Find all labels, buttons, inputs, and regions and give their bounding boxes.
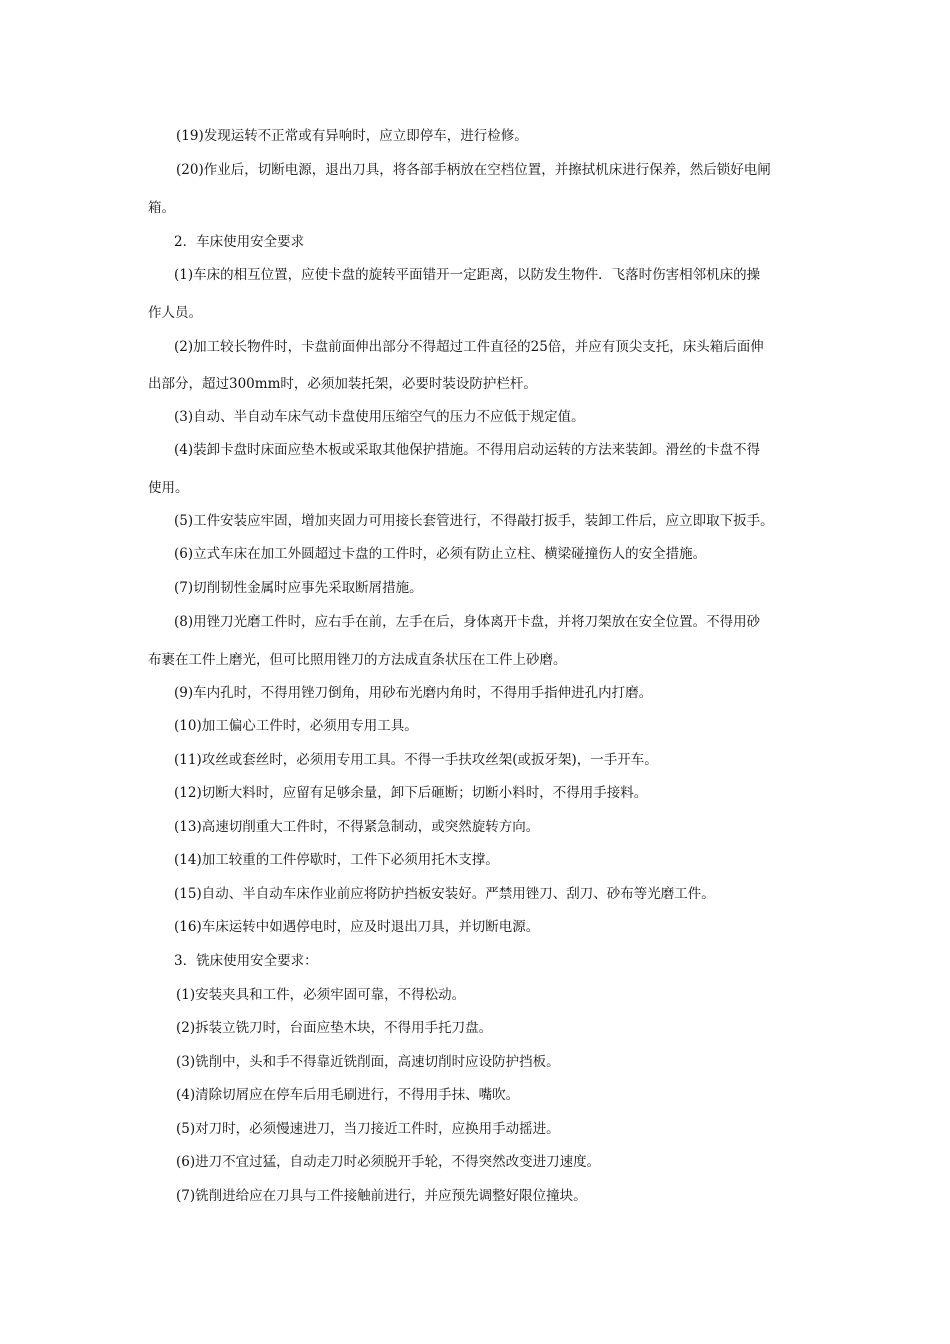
section-heading: 2．车床使用安全要求 [174,234,305,250]
paragraph-line: (5)工件安装应牢固，增加夹固力可用接长套管进行，不得敲打扳手，装卸工件后，应立即取下扳手。 [174,513,774,529]
paragraph-line: (10)加工偏心工件时，必须用专用工具。 [174,718,418,734]
paragraph-line: (2)拆装立铣刀时，台面应垫木块，不得用手托刀盘。 [176,1020,493,1036]
paragraph-line: (3)自动、半自动车床气动卡盘使用压缩空气的压力不应低于规定值。 [174,409,585,425]
paragraph-line: (19)发现运转不正常或有异响时，应立即停车，进行检修。 [176,128,528,144]
paragraph-line: 出部分，超过300mm时，必须加装托架，必要时装设防护栏杆。 [148,376,537,392]
paragraph-line: (5)对刀时，必须慢速进刀，当刀接近工件时，应换用手动摇进。 [176,1121,560,1137]
paragraph-line: (1)车床的相互位置，应使卡盘的旋转平面错开一定距离，以防发生物件．飞落时伤害相邻机床的操 [174,267,761,283]
paragraph-line: (16)车床运转中如遇停电时，应及时退出刀具，并切断电源。 [174,919,540,935]
paragraph-line: (8)用锉刀光磨工件时，应右手在前，左手在后，身体离开卡盘，并将刀架放在安全位置。不得用砂 [174,614,761,630]
paragraph-line: 作人员。 [148,305,202,321]
paragraph-line: (4)装卸卡盘时床面应垫木板或采取其他保护措施。不得用启动运转的方法来装卸。滑丝的卡盘不得 [174,442,761,458]
paragraph-line: 使用。 [148,480,189,496]
paragraph-line: (2)加工较长物件时，卡盘前面伸出部分不得超过工件直径的25倍，并应有顶尖支托，床头箱后面伸 [174,339,764,355]
paragraph-line: 布裹在工件上磨光，但可比照用锉刀的方法成直条状压在工件上砂磨。 [148,652,567,668]
paragraph-line: (6)立式车床在加工外圆超过卡盘的工件时，必须有防止立柱、横梁碰撞伤人的安全措施。 [174,546,707,562]
section-heading: 3．铣床使用安全要求： [174,953,318,969]
paragraph-line: (3)铣削中，头和手不得靠近铣削面，高速切削时应设防护挡板。 [176,1054,560,1070]
paragraph-line: (4)清除切屑应在停车后用毛刷进行，不得用手抹、嘴吹。 [176,1087,520,1103]
paragraph-line: (7)铣削进给应在刀具与工件接触前进行，并应预先调整好限位撞块。 [176,1188,587,1204]
paragraph-line: (15)自动、半自动车床作业前应将防护挡板安装好。严禁用锉刀、刮刀、砂布等光磨工件。 [174,886,715,902]
paragraph-line: (11)攻丝或套丝时，必须用专用工具。不得一手扶攻丝架(或扳牙架)，一手开车。 [174,752,658,768]
paragraph-line: (6)进刀不宜过猛，自动走刀时必须脱开手轮，不得突然改变进刀速度。 [176,1154,601,1170]
paragraph-line: (13)高速切削重大工件时，不得紧急制动，或突然旋转方向。 [174,819,540,835]
paragraph-line: (14)加工较重的工件停歇时，工件下必须用托木支撑。 [174,852,499,868]
paragraph-line: (12)切断大料时，应留有足够余量，卸下后砸断；切断小料时，不得用手接料。 [174,785,648,801]
paragraph-line: 箱。 [148,200,175,216]
paragraph-line: (20)作业后，切断电源，退出刀具，将各部手柄放在空档位置，并擦拭机床进行保养，然后锁好电闸 [176,162,771,178]
paragraph-line: (9)车内孔时，不得用锉刀倒角，用砂布光磨内角时，不得用手指伸进孔内打磨。 [174,685,653,701]
paragraph-line: (1)安装夹具和工件，必须牢固可靠，不得松动。 [176,987,466,1003]
paragraph-line: (7)切削韧性金属时应事先采取断屑措施。 [174,580,423,596]
